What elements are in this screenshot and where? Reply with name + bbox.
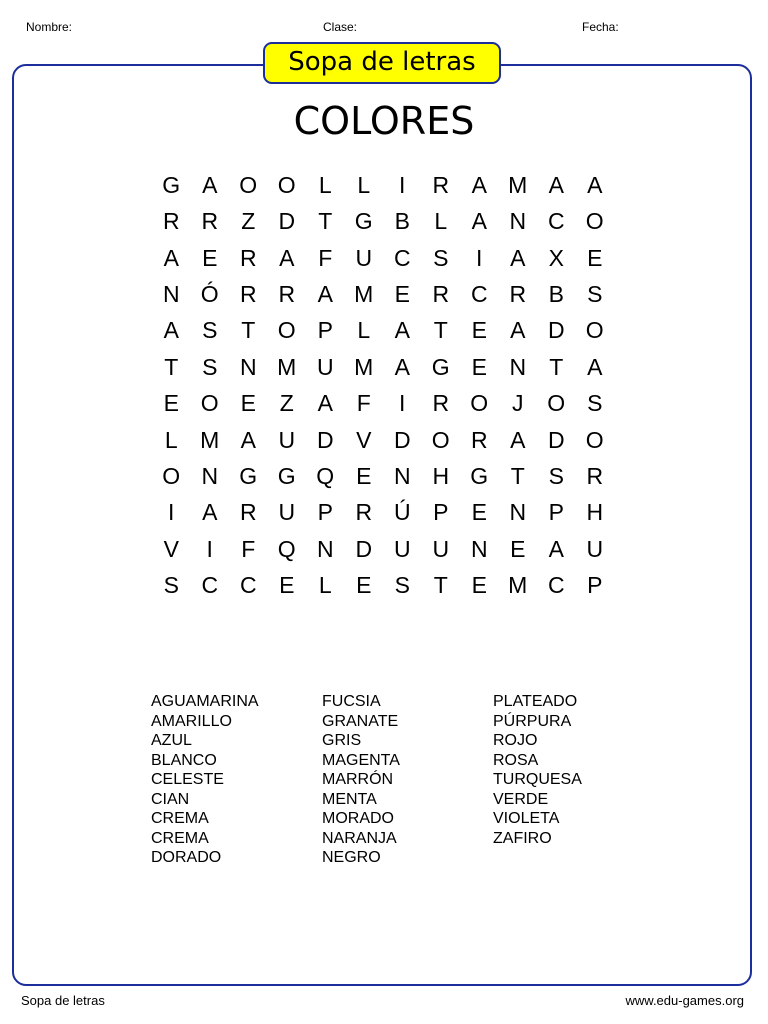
grid-letter: A — [279, 244, 295, 271]
word-list-item: MORADO — [322, 810, 394, 827]
grid-letter: R — [239, 244, 257, 271]
grid-letter: E — [279, 571, 295, 598]
grid-letter: O — [162, 462, 181, 489]
grid-letter: B — [548, 281, 564, 308]
grid-letter: S — [163, 571, 179, 598]
grid-letter: R — [470, 426, 488, 453]
grid-letter: N — [162, 281, 180, 308]
grid-letter: C — [201, 571, 219, 598]
grid-letter: S — [433, 244, 449, 271]
grid-letter: A — [317, 281, 333, 308]
class-label: Clase: — [323, 20, 358, 34]
grid-letter: A — [510, 244, 526, 271]
page-title: COLORES — [293, 99, 475, 143]
word-list-item: VIOLETA — [493, 810, 560, 827]
grid-letter: Z — [241, 208, 256, 235]
grid-letter: D — [393, 426, 411, 453]
grid-letter: M — [200, 426, 220, 453]
word-list-item: ROJO — [493, 732, 538, 749]
grid-letter: A — [394, 353, 410, 380]
grid-letter: I — [399, 390, 406, 417]
grid-letter: F — [318, 244, 333, 271]
grid-letter: Q — [316, 462, 335, 489]
grid-letter: N — [470, 535, 488, 562]
word-list-item: BLANCO — [151, 751, 217, 769]
grid-letter: R — [432, 281, 450, 308]
grid-letter: A — [548, 535, 564, 562]
grid-letter: D — [355, 535, 373, 562]
grid-letter: G — [354, 208, 373, 235]
grid-letter: U — [393, 535, 411, 562]
grid-letter: I — [206, 535, 213, 562]
grid-letter: O — [585, 208, 604, 235]
word-list-item: AGUAMARINA — [151, 693, 259, 710]
grid-letter: S — [202, 353, 218, 380]
grid-letter: N — [509, 353, 527, 380]
grid-letter: O — [200, 390, 219, 417]
grid-letter: R — [162, 208, 180, 235]
grid-row — [152, 531, 616, 567]
grid-letter: N — [509, 499, 527, 526]
grid-letter: R — [201, 208, 219, 235]
grid-letter: H — [432, 462, 450, 489]
grid-letter: F — [356, 390, 371, 417]
grid-letter: T — [549, 353, 564, 380]
word-list-item: MAGENTA — [322, 751, 400, 769]
grid-letter: R — [239, 281, 257, 308]
grid-letter: S — [587, 281, 603, 308]
grid-letter: A — [202, 499, 218, 526]
grid-letter: M — [277, 353, 297, 380]
grid-letter: G — [470, 462, 489, 489]
grid-letter: R — [278, 281, 296, 308]
grid-letter: G — [277, 462, 296, 489]
grid-letter: O — [277, 317, 296, 344]
grid-row — [152, 494, 616, 530]
grid-letter: G — [162, 172, 181, 198]
grid-letter: E — [471, 571, 487, 598]
grid-letter: T — [433, 571, 448, 598]
word-list-item: DORADO — [151, 849, 222, 866]
grid-letter: R — [432, 172, 450, 198]
grid-letter: G — [239, 462, 258, 489]
grid-letter: U — [278, 499, 296, 526]
word-list-item: PLATEADO — [493, 693, 578, 710]
grid-letter: M — [354, 353, 374, 380]
grid-letter: P — [587, 571, 603, 598]
grid-letter: T — [433, 317, 448, 344]
grid-letter: D — [547, 317, 565, 344]
grid-letter: S — [548, 462, 564, 489]
word-list-item: CREMA — [151, 810, 209, 827]
grid-letter: N — [239, 353, 257, 380]
grid-letter: U — [355, 244, 373, 271]
grid-letter: S — [202, 317, 218, 344]
word-list-item: CREMA — [151, 829, 209, 847]
grid-letter: R — [509, 281, 527, 308]
grid-letter: O — [431, 426, 450, 453]
grid-letter: P — [433, 499, 449, 526]
grid-letter: B — [394, 208, 410, 235]
grid-letter: A — [202, 172, 218, 198]
word-list-item: ZAFIRO — [493, 829, 552, 847]
grid-letter: O — [547, 390, 566, 417]
grid-letter: J — [512, 390, 524, 417]
grid-letter: C — [547, 571, 565, 598]
grid-letter: O — [585, 317, 604, 344]
grid-letter: A — [587, 172, 603, 198]
grid-letter: U — [278, 426, 296, 453]
grid-letter: C — [470, 281, 488, 308]
grid-letter: A — [510, 426, 526, 453]
grid-row — [152, 422, 616, 458]
grid-letter: C — [547, 208, 565, 235]
grid-letter: L — [357, 172, 371, 198]
grid-row — [152, 276, 616, 312]
grid-row — [152, 385, 616, 421]
grid-letter: G — [431, 353, 450, 380]
grid-letter: Z — [279, 390, 294, 417]
grid-letter: T — [510, 462, 525, 489]
grid-letter: M — [508, 172, 528, 198]
grid-letter: A — [163, 317, 179, 344]
word-list-item: CIAN — [151, 790, 190, 808]
grid-letter: D — [547, 426, 565, 453]
grid-letter: E — [356, 462, 372, 489]
grid-letter: A — [471, 208, 487, 235]
grid-letter: F — [241, 535, 256, 562]
grid-letter: I — [476, 244, 483, 271]
word-list-item: MENTA — [322, 790, 377, 808]
grid-letter: V — [163, 535, 179, 562]
grid-letter: R — [239, 499, 257, 526]
grid-row — [152, 203, 616, 239]
word-list-item: VERDE — [493, 790, 549, 808]
grid-letter: I — [399, 172, 406, 198]
grid-letter: N — [509, 208, 527, 235]
grid-row — [152, 349, 616, 385]
grid-letter: A — [394, 317, 410, 344]
grid-letter: A — [510, 317, 526, 344]
grid-letter: O — [277, 172, 296, 198]
grid-letter: D — [278, 208, 296, 235]
grid-letter: E — [510, 535, 526, 562]
footer-title: Sopa de letras — [21, 993, 105, 1008]
grid-letter: U — [316, 353, 334, 380]
grid-row — [152, 240, 616, 276]
grid-letter: I — [168, 499, 175, 526]
grid-letter: Ó — [200, 281, 219, 308]
grid-letter: L — [318, 571, 332, 598]
grid-letter: E — [587, 244, 603, 271]
grid-letter: C — [393, 244, 411, 271]
grid-letter: A — [587, 353, 603, 380]
grid-letter: U — [586, 535, 604, 562]
grid-letter: S — [394, 571, 410, 598]
letter-grid — [152, 167, 616, 603]
grid-letter: E — [471, 499, 487, 526]
grid-letter: E — [202, 244, 218, 271]
grid-letter: E — [471, 353, 487, 380]
grid-letter: P — [548, 499, 564, 526]
grid-letter: N — [201, 462, 219, 489]
grid-letter: C — [239, 571, 257, 598]
word-list-item: ROSA — [493, 751, 539, 769]
grid-letter: N — [316, 535, 334, 562]
grid-letter: T — [164, 353, 179, 380]
grid-letter: P — [317, 317, 333, 344]
grid-letter: E — [240, 390, 256, 417]
grid-letter: P — [317, 499, 333, 526]
grid-row — [152, 458, 616, 494]
grid-letter: L — [164, 426, 178, 453]
word-list-column-2 — [322, 692, 400, 868]
grid-letter: H — [586, 499, 604, 526]
grid-letter: U — [432, 535, 450, 562]
grid-letter: Ú — [393, 499, 411, 526]
word-list-item: MARRÓN — [322, 771, 394, 788]
grid-row — [152, 167, 616, 203]
grid-letter: R — [432, 390, 450, 417]
grid-letter: T — [241, 317, 256, 344]
grid-row — [152, 567, 616, 603]
grid-letter: O — [585, 426, 604, 453]
grid-letter: M — [354, 281, 374, 308]
grid-letter: L — [357, 317, 371, 344]
word-list-item: GRIS — [322, 732, 362, 749]
word-list-item: CELESTE — [151, 771, 224, 788]
grid-letter: V — [356, 426, 372, 453]
grid-letter: R — [355, 499, 373, 526]
date-label: Fecha: — [582, 20, 619, 34]
grid-letter: R — [586, 462, 604, 489]
grid-letter: T — [318, 208, 333, 235]
grid-letter: L — [434, 208, 448, 235]
grid-letter: A — [240, 426, 256, 453]
word-list-item: GRANATE — [322, 712, 399, 730]
word-list-item: NARANJA — [322, 829, 397, 847]
grid-letter: M — [508, 571, 528, 598]
grid-letter: E — [163, 390, 179, 417]
word-list-item: TURQUESA — [493, 771, 582, 788]
worksheet-type-badge: Sopa de letras — [263, 42, 501, 84]
grid-letter: A — [548, 172, 564, 198]
grid-letter: X — [548, 244, 564, 271]
grid-letter: D — [316, 426, 334, 453]
grid-letter: S — [587, 390, 603, 417]
footer-website: www.edu-games.org — [625, 993, 744, 1008]
grid-letter: E — [356, 571, 372, 598]
grid-letter: N — [393, 462, 411, 489]
name-label: Nombre: — [26, 20, 73, 34]
grid-letter: O — [470, 390, 489, 417]
grid-letter: O — [239, 172, 258, 198]
grid-letter: E — [394, 281, 410, 308]
word-list-item: AZUL — [151, 732, 192, 749]
grid-letter: Q — [277, 535, 296, 562]
grid-row — [152, 312, 616, 348]
word-list-item: FUCSIA — [322, 693, 381, 710]
word-list-column-1 — [151, 692, 259, 868]
grid-letter: A — [317, 390, 333, 417]
word-list-item: PÚRPURA — [493, 712, 572, 730]
word-list-item: NEGRO — [322, 849, 381, 866]
grid-letter: A — [163, 244, 179, 271]
word-list-item: AMARILLO — [151, 712, 232, 730]
grid-letter: E — [471, 317, 487, 344]
grid-letter: A — [471, 172, 487, 198]
word-list-column-3 — [493, 692, 582, 848]
grid-letter: L — [318, 172, 332, 198]
